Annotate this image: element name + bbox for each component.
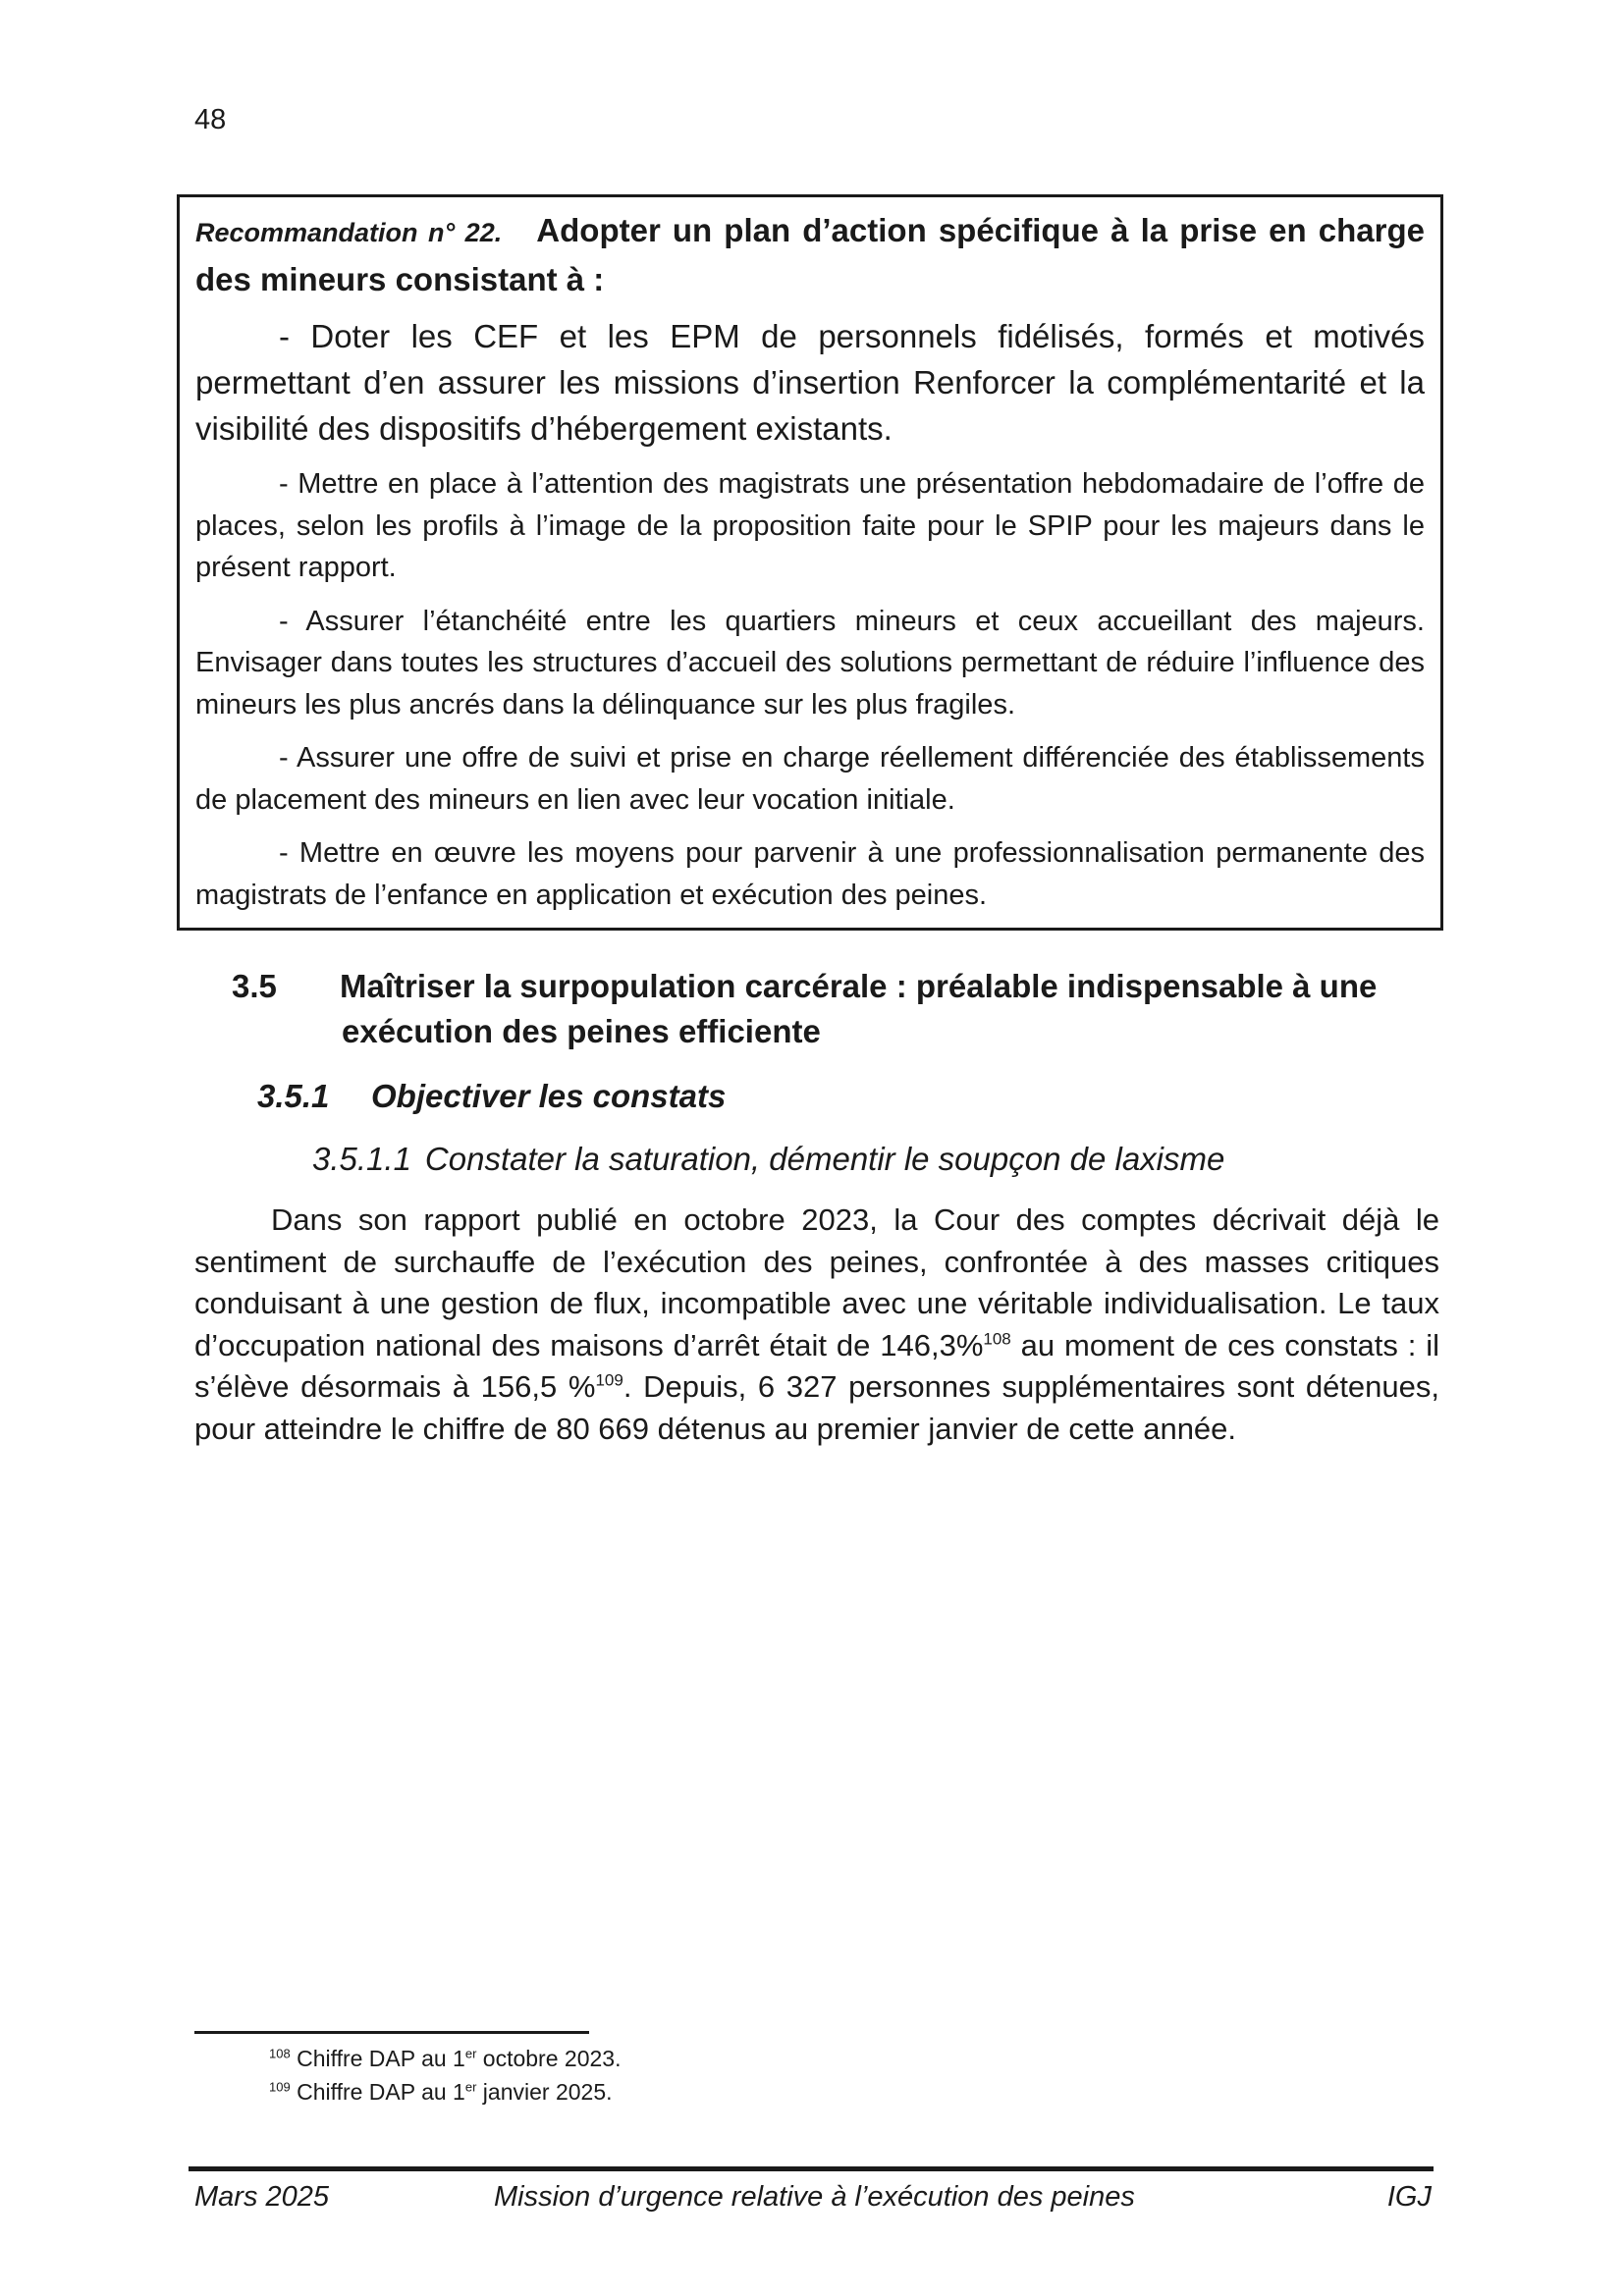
ordinal-suffix: er: [464, 2046, 477, 2061]
section-title-line2: exécution des peines efficiente: [342, 1013, 821, 1049]
footer-title: Mission d’urgence relative à l’exécution des peines: [494, 2181, 1135, 2213]
footnote-108: [269, 2042, 621, 2075]
subsubsection-heading: [312, 1141, 1224, 1178]
subsection-number: 3.5.1: [257, 1078, 330, 1114]
footnote-text: Chiffre DAP au 1: [290, 2079, 465, 2105]
body-text: Dans son rapport publié en octobre 2023, la Cour des comptes décrivait déjà le sentiment de surchauffe de l’exécution des peines, confrontée à des masses critiques conduisant à une gestion de flux, incompatible avec une véritable individualisation. Le taux d’occupation national des maisons d’arrêt était de 146,3%: [194, 1202, 1439, 1362]
footnote-number: 109: [269, 2079, 291, 2095]
recommendation-item: - Doter les CEF et les EPM de personnels fidélisés, formés et motivés permettant d’en assurer les missions d’insertion Renforcer la complémentarité et la visibilité des dispositifs d’hébergement existants.: [195, 318, 1425, 447]
ordinal-suffix: er: [464, 2079, 477, 2095]
footer-separator: [189, 2166, 1434, 2171]
footnote-number: 108: [269, 2046, 291, 2061]
footnote-ref-109[interactable]: 109: [595, 1370, 623, 1390]
body-paragraph: [194, 1200, 1439, 1450]
footer-date: Mars 2025: [194, 2181, 330, 2213]
subsection-heading: [257, 1078, 726, 1115]
footnote-text: janvier 2025.: [476, 2079, 613, 2105]
body-text: au moment de ces constats : il s’élève désormais à 156,5 %: [194, 1327, 1440, 1404]
body-text: . Depuis, 6 327 personnes supplémentaires sont détenues, pour atteindre le chiffre de 80 669 détenus au premier janvier de cette année.: [194, 1369, 1440, 1446]
subsection-title: Objectiver les constats: [371, 1078, 727, 1114]
subsubsection-number: 3.5.1.1: [312, 1141, 411, 1177]
footnote-separator: [194, 2031, 589, 2034]
footnote-ref-108[interactable]: 108: [983, 1329, 1011, 1349]
footer-org: IGJ: [1386, 2181, 1432, 2213]
recommendation-item: - Mettre en œuvre les moyens pour parvenir à une professionnalisation permanente des magistrats de l’enfance en application et exécution des peines.: [195, 837, 1425, 911]
recommendation-heading: Adopter un plan d’action spécifique à la prise en charge des mineurs consistant à :: [195, 212, 1425, 297]
subsubsection-title: Constater la saturation, démentir le soupçon de laxisme: [424, 1141, 1225, 1177]
recommendation-item: - Assurer l’étanchéité entre les quartiers mineurs et ceux accueillant des majeurs. Envisager dans toutes les structures d’accueil des solutions permettant de réduire l’influence des mineurs les plus ancrés dans la délinquance sur les plus fragiles.: [195, 605, 1425, 721]
page-number: 48: [194, 104, 227, 135]
footnote-109: [269, 2075, 621, 2109]
section-title-line1: Maîtriser la surpopulation carcérale : préalable indispensable à une: [340, 968, 1378, 1004]
recommendation-title: [195, 207, 1425, 303]
section-heading: [232, 964, 1439, 1054]
footnotes: [269, 2042, 621, 2109]
recommendation-label: Recommandation n° 22.: [195, 218, 503, 247]
recommendation-item: - Mettre en place à l’attention des magistrats une présentation hebdomadaire de l’offre de places, selon les profils à l’image de la proposition faite pour le SPIP pour les majeurs dans le présent rapport.: [195, 468, 1425, 583]
recommendation-box: [177, 194, 1443, 931]
section-number: 3.5: [232, 968, 277, 1004]
footnote-text: octobre 2023.: [476, 2046, 622, 2071]
footnote-text: Chiffre DAP au 1: [290, 2046, 465, 2071]
recommendation-item: - Assurer une offre de suivi et prise en charge réellement différenciée des établissements de placement des mineurs en lien avec leur vocation initiale.: [195, 742, 1425, 816]
